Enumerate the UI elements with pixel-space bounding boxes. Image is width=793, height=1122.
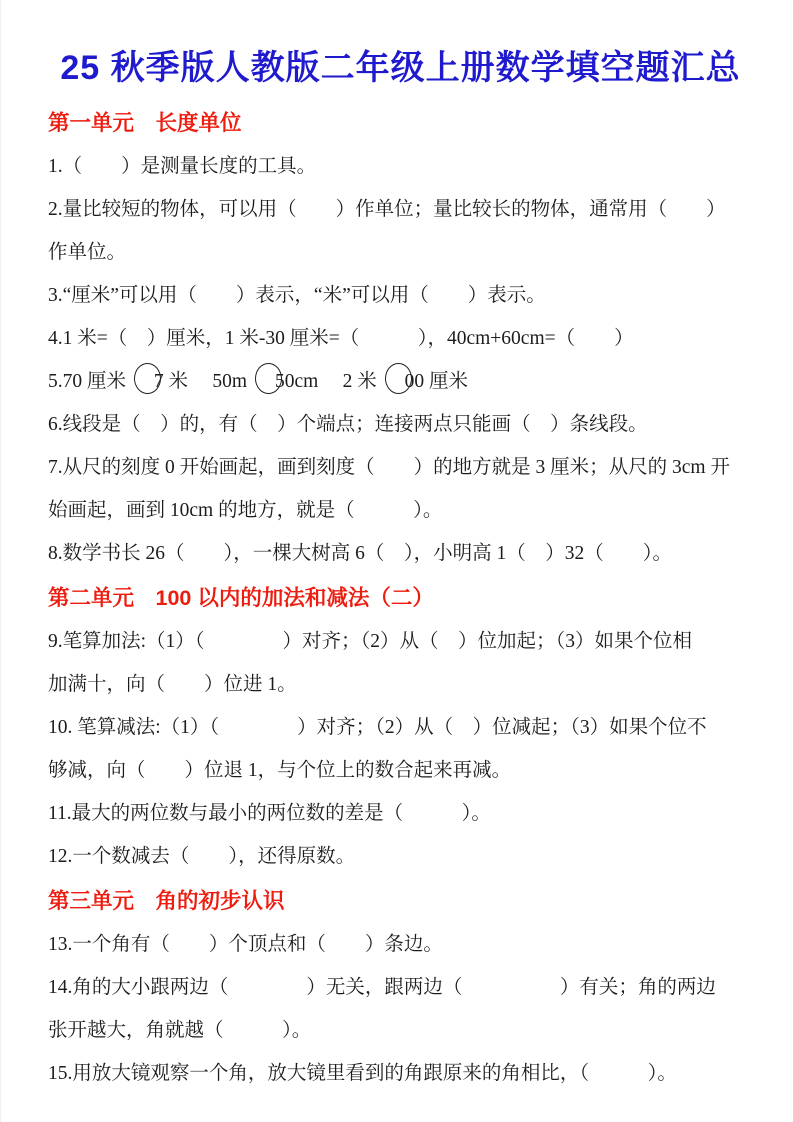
section-header: 第三单元 角的初步认识 — [48, 888, 285, 913]
question-line: 作单位。 — [48, 241, 127, 263]
question-line: 15.用放大镜观察一个角，放大镜里看到的角跟原来的角相比，（ ）。 — [48, 1062, 677, 1084]
question-line: 始画起，画到 10cm 的地方，就是（ ）。 — [48, 499, 443, 521]
worksheet-content — [48, 102, 753, 1095]
question-text-segment: 00 厘米 — [404, 370, 469, 392]
question-line: 够减，向（ ）位退 1，与个位上的数合起来再减。 — [48, 759, 512, 781]
question-line: 10. 笔算减法:（1）（ ）对齐；（2）从（ ）位减起；（3）如果个位不 — [48, 716, 707, 738]
section-header: 第二单元 100 以内的加法和减法（二） — [48, 585, 434, 610]
question-line: 11.最大的两位数与最小的两位数的差是（ ）。 — [48, 802, 491, 824]
question-line: 2.量比较短的物体，可以用（ ）作单位；量比较长的物体，通常用（ ） — [48, 198, 726, 220]
question-line: 4.1 米=（ ）厘米，1 米-30 厘米=（ ），40cm+60cm=（ ） — [48, 327, 634, 349]
question-line — [48, 360, 753, 403]
question-line: 张开越大，角就越（ ）。 — [48, 1019, 312, 1041]
question-line: 14.角的大小跟两边（ ）无关，跟两边（ ）有关；角的两边 — [48, 976, 716, 998]
page-title: 25 秋季版人教版二年级上册数学填空题汇总 — [60, 49, 741, 87]
question-line: 6.线段是（ ）的，有（ ）个端点；连接两点只能画（ ）条线段。 — [48, 413, 648, 435]
question-line: 9.笔算加法:（1）（ ）对齐；（2）从（ ）位加起；（3）如果个位相 — [48, 630, 693, 652]
question-text-segment: 5.70 厘米 — [48, 370, 131, 392]
question-line: 8.数学书长 26（ ），一棵大树高 6（ ），小明高 1（ ）32（ ）。 — [48, 542, 673, 564]
question-line: 加满十，向（ ）位进 1。 — [48, 673, 297, 695]
question-line: 7.从尺的刻度 0 开始画起，画到刻度（ ）的地方就是 3 厘米；从尺的 3cm 开 — [48, 456, 730, 478]
question-text-segment: 50cm 2 米 — [274, 370, 382, 392]
question-line: 3.“厘米”可以用（ ）表示，“米”可以用（ ）表示。 — [48, 284, 546, 306]
question-text-segment: 7 米 50m — [153, 370, 252, 392]
question-line: 1.（ ）是测量长度的工具。 — [48, 155, 317, 177]
question-line: 13.一个角有（ ）个顶点和（ ）条边。 — [48, 933, 443, 955]
section-header: 第一单元 长度单位 — [48, 110, 242, 135]
question-line: 12.一个数减去（ ），还得原数。 — [48, 845, 356, 867]
